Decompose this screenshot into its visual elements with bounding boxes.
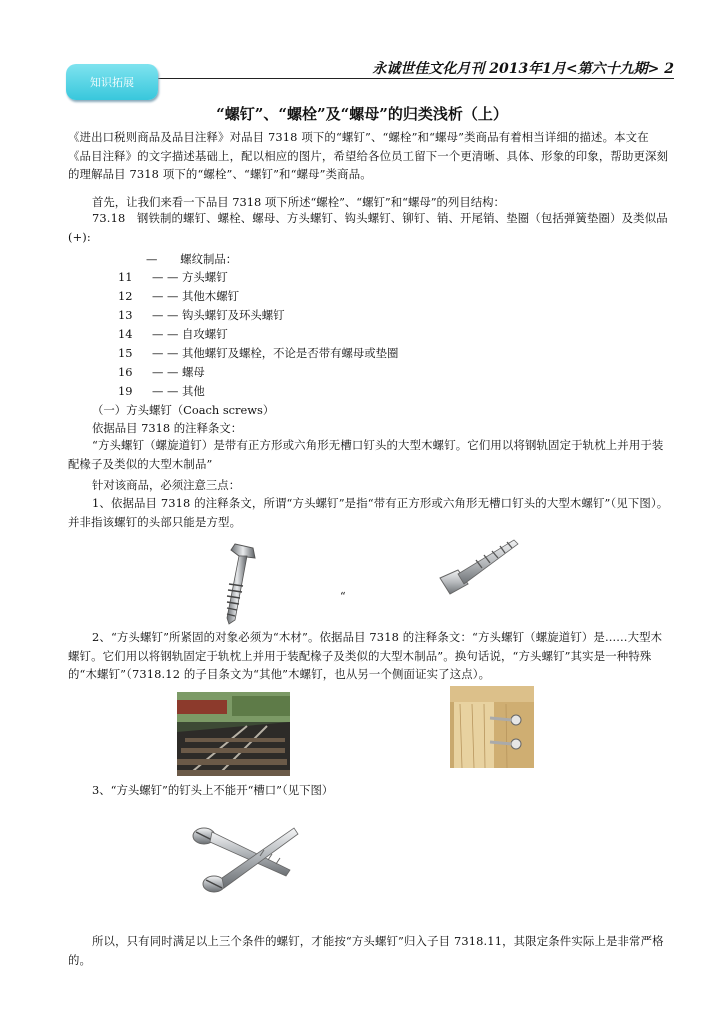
list-item: 14 — — 自攻螺钉 [118,327,228,341]
item-list [118,269,398,402]
lead-sentence: 首先，让我们来看一下品目 7318 项下所述“螺栓”、“螺钉”和“螺母”的列目结构： [92,195,505,209]
point-2: 2、“方头螺钉”所紧固的对象必须为“木材”。依据品目 7318 的注释条文：“方头螺钉（螺旋道钉）是......大型木螺钉。它们用以将钢轨固定于轨枕上并用于装配椽子及类似的大型木制品”。换句话说，“方头螺钉”其实是一种特殊的“木螺钉”（7318.12 的子目条文为“其他”木螺钉，也从另一个侧面证实了这点）。 [68,630,663,682]
list-item: 19 — — 其他 [118,384,205,398]
article-title: “螺钉”、“螺栓”及“螺母”的归类浅析（上） [216,105,508,123]
quote-paragraph: “方头螺钉（螺旋道钉）是带有正方形或六角形无槽口钉头的大型木螺钉。它们用以将钢轨固定于轨枕上并用于装配椽子及类似的大型木制品” [68,438,664,471]
basis-line: 依据品目 7318 的注释条文： [92,421,243,435]
point-3: 3、“方头螺钉”的钉头上不能开“槽口”（见下图） [92,783,334,797]
list-item: 12 — — 其他木螺钉 [118,289,239,303]
section-badge: 知识拓展 [66,64,158,100]
slotted-screws-icon [190,818,302,902]
stray-quote-mark: “ [340,590,346,603]
subheading: — 螺纹制品： [146,252,238,266]
point-1: 1、依据品目 7318 的注释条文，所谓“方头螺钉”是指“带有正方形或六角形无槽口钉头的大型木螺钉”（见下图）。并非指该螺钉的头部只能是方型。 [68,496,669,529]
list-item: 15 — — 其他螺钉及螺栓，不论是否带有螺母或垫圈 [118,346,399,360]
list-item: 13 — — 钩头螺钉及环头螺钉 [118,308,285,322]
three-points-line: 针对该商品，必须注意三点： [92,478,241,492]
timber-joint-photo [450,686,534,768]
list-item: 16 — — 螺母 [118,365,205,379]
intro-paragraph: 《进出口税则商品及品目注释》对品目 7318 项下的“螺钉”、“螺栓”和“螺母”类商品有着相当详细的描述。本文在《品目注释》的文字描述基础上，配以相应的图片，希望给各位员工留下一个更清晰、具体、形象的印象，帮助更深刻的理解品目 7318 项下的“螺栓”、“螺钉”和“螺母”类商品。 [68,130,669,182]
section-heading-coach-screws: （一）方头螺钉（Coach screws） [92,403,275,417]
railway-sleeper-photo [177,692,290,776]
header-rule [68,78,674,79]
square-head-screw-icon [432,534,522,604]
hex-head-screw-icon [205,540,267,628]
issue-header: 永诚世佳文化月刊 2013年1月<第六十九期> 2 [372,61,674,77]
conclusion-paragraph: 所以，只有同时满足以上三个条件的螺钉，才能按“方头螺钉”归入子目 7318.11，其限定条件实际上是非常严格的。 [68,934,664,967]
heading-7318: 73.18 钢铁制的螺钉、螺栓、螺母、方头螺钉、钩头螺钉、铆钉、销、开尾销、垫圈（包括弹簧垫圈）及类似品(+): [68,211,668,244]
list-item: 11 — — 方头螺钉 [118,270,228,284]
